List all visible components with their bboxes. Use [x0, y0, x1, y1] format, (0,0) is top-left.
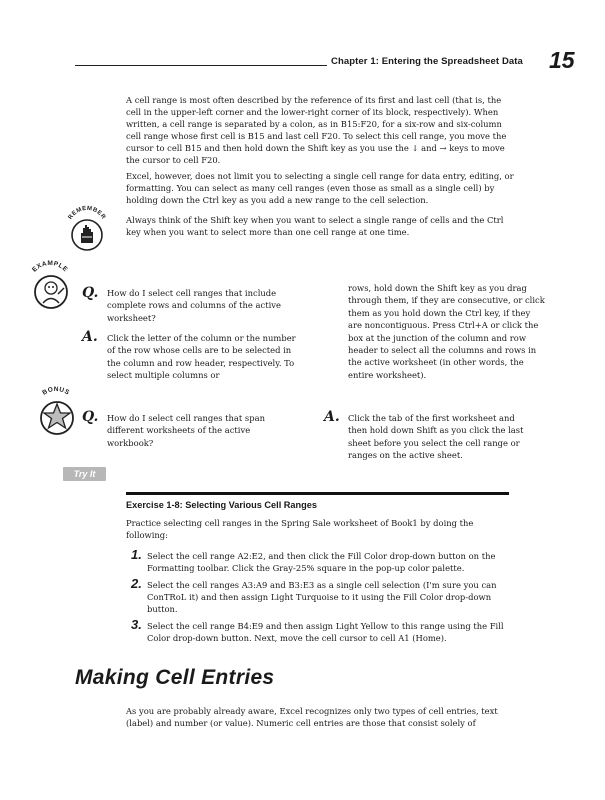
bonus-icon	[28, 384, 86, 442]
chapter-title: Chapter 1: Entering the Spreadsheet Data	[331, 56, 523, 67]
step-3-text: Select the cell range B4:E9 and then assign Light Yellow to this range using the Fill Color drop-down button. Next, move the cell cursor to cell A1 (Home).	[147, 621, 504, 643]
step-1-number: 1.	[131, 547, 142, 562]
bonus-icon-label: BONUS	[41, 385, 71, 397]
example-answer-part-1: Click the letter of the column or the number of the row whose cells are to be selected in the column and row header, respectively. To select multiple columns or	[107, 333, 296, 381]
example-answer-label: A.	[82, 329, 98, 345]
header-rule	[75, 65, 327, 66]
remember-icon	[60, 203, 114, 257]
try-it-badge: Try It	[63, 467, 106, 481]
remember-icon-label: REMEMBER	[67, 205, 107, 221]
bonus-answer: Click the tab of the first worksheet and then hold down Shift as you click the last sheet before you select the cell range or ranges on the active sheet.	[348, 413, 524, 461]
example-answer-part-2: rows, hold down the Shift key as you drag through them, if they are consecutive, or click them as you hold down the Ctrl key, if they are noncontiguous. Press Ctrl+A or click the box at the junction of the column and row header to select all the columns and rows in the active worksheet (in other words, the entire worksheet).	[348, 283, 545, 380]
bonus-question-label: Q.	[82, 409, 99, 425]
remember-paragraph: Always think of the Shift key when you want to select a single range of cells and the Ctrl key when you want to select more than one cell range at one time.	[126, 215, 504, 237]
exercise-intro: Practice selecting cell ranges in the Spring Sale worksheet of Book1 by doing the following:	[126, 518, 474, 540]
svg-text:REMEMBER	[68, 206, 107, 221]
example-icon-label: EXAMPLE	[31, 259, 69, 274]
section-heading: Making Cell Entries	[75, 666, 275, 689]
exercise-rule	[126, 492, 509, 495]
example-question-label: Q.	[82, 285, 99, 301]
exercise-title: Exercise 1-8: Selecting Various Cell Ranges	[126, 500, 317, 510]
step-1-text: Select the cell range A2:E2, and then click the Fill Color drop-down button on the Formatting toolbar. Click the Gray-25% square in the pop-up color palette.	[147, 551, 496, 573]
section-body: As you are probably already aware, Excel recognizes only two types of cell entries, text (label) and number (or value). Numeric cell entries are those that consist solely of	[126, 706, 498, 728]
intro-paragraph-2: Excel, however, does not limit you to selecting a single cell range for data entry, editing, or formatting. You can select as many cell ranges (even those as small as a single cell) by holding down the Ctrl key as you add a new range to the cell selection.	[126, 171, 514, 205]
intro-paragraph-1: A cell range is most often described by the reference of its first and last cell (that is, the cell in the upper-left corner and the lower-right corner of its block, respectively). When written, a cell range is separated by a colon, as in B15:F20, for a six-row and six-column cell range whose first cell is B15 and last cell F20. To select this cell range, you move the cursor to cell B15 and then hold down the Shift key as you use the ↓ and → keys to move the cursor to cell F20.	[126, 95, 507, 165]
example-question: How do I select cell ranges that include complete rows and columns of the active worksheet?	[107, 288, 281, 323]
bonus-question: How do I select cell ranges that span different worksheets of the active workbook?	[107, 413, 265, 448]
bonus-answer-label: A.	[324, 409, 340, 425]
page-number: 15	[549, 47, 575, 73]
step-3-number: 3.	[131, 617, 142, 632]
svg-text:BONUS	[41, 386, 71, 397]
svg-text:EXAMPLE	[31, 260, 69, 274]
example-icon	[22, 258, 80, 316]
step-2-text: Select the cell ranges A3:A9 and B3:E3 as a single cell selection (I'm sure you can ConTRoL it) and then assign Light Turquoise to it using the Fill Color drop-down button.	[147, 580, 497, 614]
step-2-number: 2.	[131, 576, 142, 591]
